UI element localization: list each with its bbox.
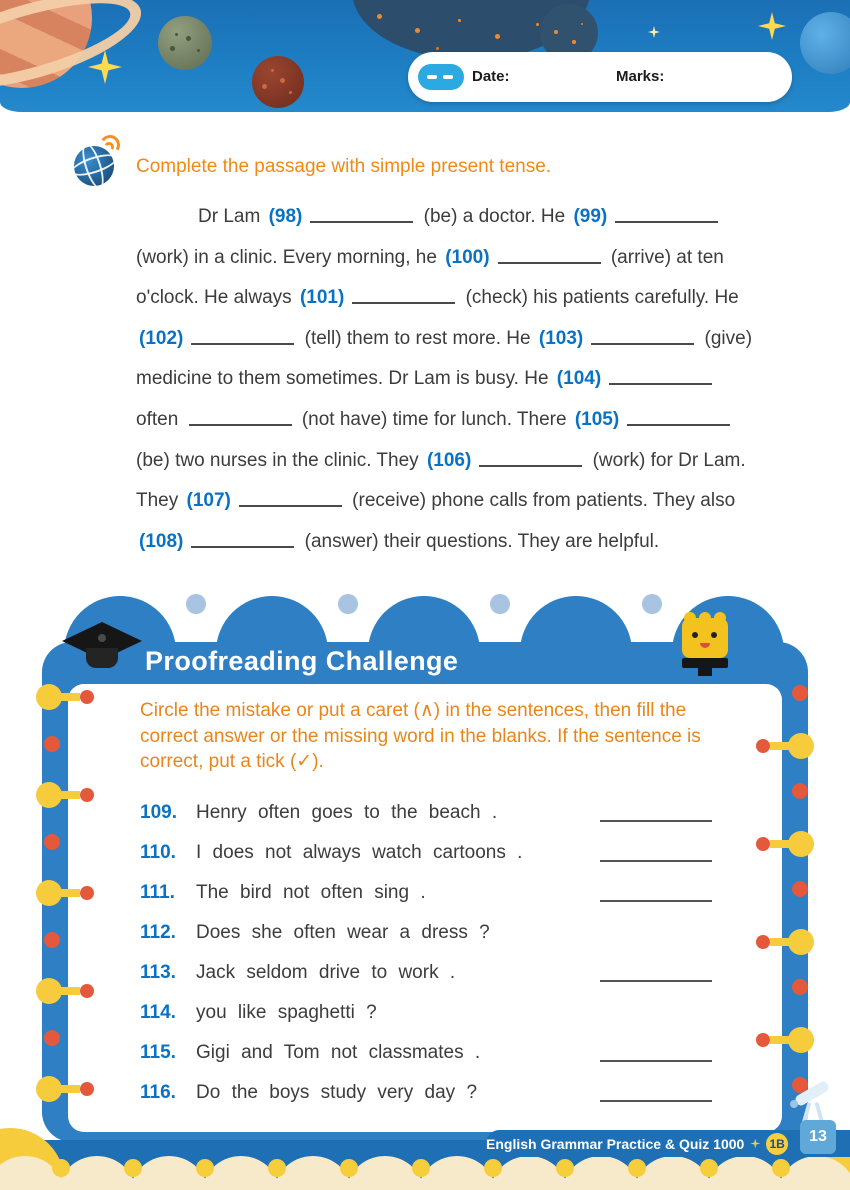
decoration-pin — [36, 880, 96, 906]
item-number: 115. — [140, 1042, 176, 1063]
proofreading-item — [140, 953, 712, 993]
passage-text: (check) his patients carefully. He — [460, 287, 739, 309]
dot-decoration — [490, 594, 510, 614]
decoration-pin — [36, 684, 96, 710]
passage-instruction: Complete the passage with simple present tense. — [136, 156, 552, 177]
blank-number: (102) — [139, 327, 184, 349]
dot-decoration — [700, 1159, 718, 1177]
instruction-line: Circle the mistake or put a caret (∧) in the sentences, then fill the — [140, 700, 687, 721]
passage-text: o'clock. He always — [136, 287, 297, 309]
fill-blank — [615, 210, 718, 223]
dot-decoration — [268, 1159, 286, 1177]
answer-blank — [600, 844, 712, 862]
date-label: Date: — [472, 68, 510, 85]
book-badge: 1B — [766, 1133, 788, 1155]
blank-number: (99) — [573, 206, 608, 227]
item-sentence: Henry often goes to the beach . — [196, 802, 498, 823]
fill-blank — [498, 251, 601, 264]
star-icon — [750, 1139, 760, 1149]
item-sentence: I does not always watch cartoons . — [196, 842, 523, 863]
decoration-ball — [44, 736, 60, 752]
saturn-planet-icon — [0, 0, 92, 88]
item-number: 111. — [140, 882, 175, 903]
decoration-pin — [36, 1076, 96, 1102]
item-number: 116. — [140, 1082, 176, 1103]
decoration-pin — [754, 1027, 814, 1053]
fill-blank — [239, 494, 342, 507]
proofreading-panel — [68, 684, 782, 1132]
dot-decoration — [338, 594, 358, 614]
decoration-ball — [792, 685, 808, 701]
fill-blank — [191, 535, 294, 548]
passage-line — [136, 238, 796, 279]
fill-blank — [189, 413, 292, 426]
item-number: 114. — [140, 1002, 176, 1023]
blank-number: (107) — [186, 490, 231, 512]
passage — [136, 197, 796, 562]
answer-blank — [600, 964, 712, 982]
passage-text: medicine to them sometimes. Dr Lam is busy. He — [136, 368, 554, 390]
decoration-pin — [36, 782, 96, 808]
passage-text: (receive) phone calls from patients. They also — [346, 490, 736, 512]
blank-number: (101) — [299, 287, 345, 309]
answer-blank — [600, 884, 712, 902]
passage-text: (tell) them to rest more. He — [299, 327, 536, 349]
star-icon — [758, 12, 786, 40]
item-sentence: you like spaghetti ? — [196, 1002, 377, 1023]
answer-blank — [600, 1084, 712, 1102]
dot-decoration — [484, 1159, 502, 1177]
passage-line — [136, 400, 796, 441]
decoration-ball — [44, 1030, 60, 1046]
passage-line — [136, 197, 796, 238]
proofreading-item — [140, 833, 712, 873]
passage-line — [136, 319, 796, 360]
date-marks-box — [408, 52, 792, 102]
blank-number: (100) — [445, 246, 490, 268]
dot-decoration — [124, 1159, 142, 1177]
passage-line — [136, 278, 796, 319]
header-banner — [0, 0, 850, 112]
decoration-ball — [44, 932, 60, 948]
dot-decoration — [196, 1159, 214, 1177]
passage-text: (work) for Dr Lam. — [587, 449, 746, 471]
planet-icon — [158, 16, 212, 70]
answer-blank — [600, 804, 712, 822]
item-number: 109. — [140, 802, 177, 823]
passage-line — [136, 441, 796, 482]
blank-number: (103) — [538, 327, 584, 349]
passage-line — [136, 481, 796, 522]
planet-icon — [800, 12, 850, 74]
answer-blank — [600, 1044, 712, 1062]
dot-decoration — [52, 1159, 70, 1177]
proofreading-items — [140, 793, 712, 1113]
section-title: Proofreading Challenge — [145, 646, 459, 676]
passage-text: They — [136, 490, 184, 512]
decoration-pin — [36, 978, 96, 1004]
item-sentence: Does she often wear a dress ? — [196, 922, 490, 943]
dot-decoration — [186, 594, 206, 614]
blank-number: (98) — [268, 206, 303, 227]
proofreading-item — [140, 1073, 712, 1113]
item-number: 113. — [140, 962, 176, 983]
graduation-cap-icon — [62, 620, 142, 676]
robot-icon — [682, 612, 728, 678]
fill-blank — [627, 413, 730, 426]
item-sentence: Gigi and Tom not classmates . — [196, 1042, 481, 1063]
fill-blank — [352, 291, 455, 304]
dot-decoration — [556, 1159, 574, 1177]
series-title: English Grammar Practice & Quiz 1000 — [486, 1135, 745, 1152]
fill-blank — [591, 332, 694, 345]
fill-blank — [191, 332, 294, 345]
instruction-line: correct, put a tick (✓). — [140, 751, 324, 772]
passage-text: often — [136, 408, 184, 430]
proofreading-item — [140, 913, 712, 953]
decoration-ball — [792, 783, 808, 799]
item-number: 112. — [140, 922, 176, 943]
passage-text: (work) in a clinic. Every morning, he — [136, 246, 443, 268]
blank-number: (108) — [139, 530, 184, 552]
item-number: 110. — [140, 842, 176, 863]
passage-line — [136, 359, 796, 400]
satellite-icon — [74, 138, 122, 186]
item-sentence: The bird not often sing . — [196, 882, 426, 903]
passage-text: (answer) their questions. They are helpful. — [299, 530, 660, 552]
decoration-pin — [754, 831, 814, 857]
dot-decoration — [642, 594, 662, 614]
passage-text: (be) a doctor. He — [418, 206, 571, 227]
passage-text: (give) — [699, 327, 753, 349]
passage-text: Dr Lam — [198, 206, 266, 227]
proofreading-item — [140, 793, 712, 833]
fill-blank — [310, 210, 413, 223]
decoration-ball — [44, 834, 60, 850]
dot-decoration — [772, 1159, 790, 1177]
proofreading-item — [140, 1033, 712, 1073]
proofreading-instructions — [140, 698, 766, 775]
item-sentence: Jack seldom drive to work . — [196, 962, 456, 983]
decoration-pin — [754, 929, 814, 955]
fill-blank — [609, 372, 712, 385]
decoration-ball — [792, 979, 808, 995]
blank-number: (105) — [574, 408, 620, 430]
footer-strip — [486, 1130, 850, 1157]
passage-text: (be) two nurses in the clinic. They — [136, 449, 424, 471]
decoration-pin — [754, 733, 814, 759]
blank-number: (104) — [556, 368, 602, 390]
blank-number: (106) — [426, 449, 472, 471]
dot-decoration — [340, 1159, 358, 1177]
decoration-ball — [792, 881, 808, 897]
marks-label: Marks: — [616, 68, 665, 85]
star-icon — [648, 26, 660, 38]
dot-decoration — [628, 1159, 646, 1177]
proofreading-section — [42, 642, 808, 1142]
fill-blank — [479, 454, 582, 467]
page-number: 13 — [800, 1120, 836, 1154]
passage-line — [136, 522, 796, 563]
pencil-icon — [418, 64, 464, 90]
proofreading-item — [140, 993, 712, 1033]
planet-icon — [252, 56, 304, 108]
item-sentence: Do the boys study very day ? — [196, 1082, 478, 1103]
instruction-line: correct answer or the missing word in the blanks. If the sentence is — [140, 725, 701, 747]
passage-text: (arrive) at ten — [605, 246, 724, 268]
passage-text: (not have) time for lunch. There — [296, 408, 572, 430]
dot-decoration — [412, 1159, 430, 1177]
proofreading-item — [140, 873, 712, 913]
